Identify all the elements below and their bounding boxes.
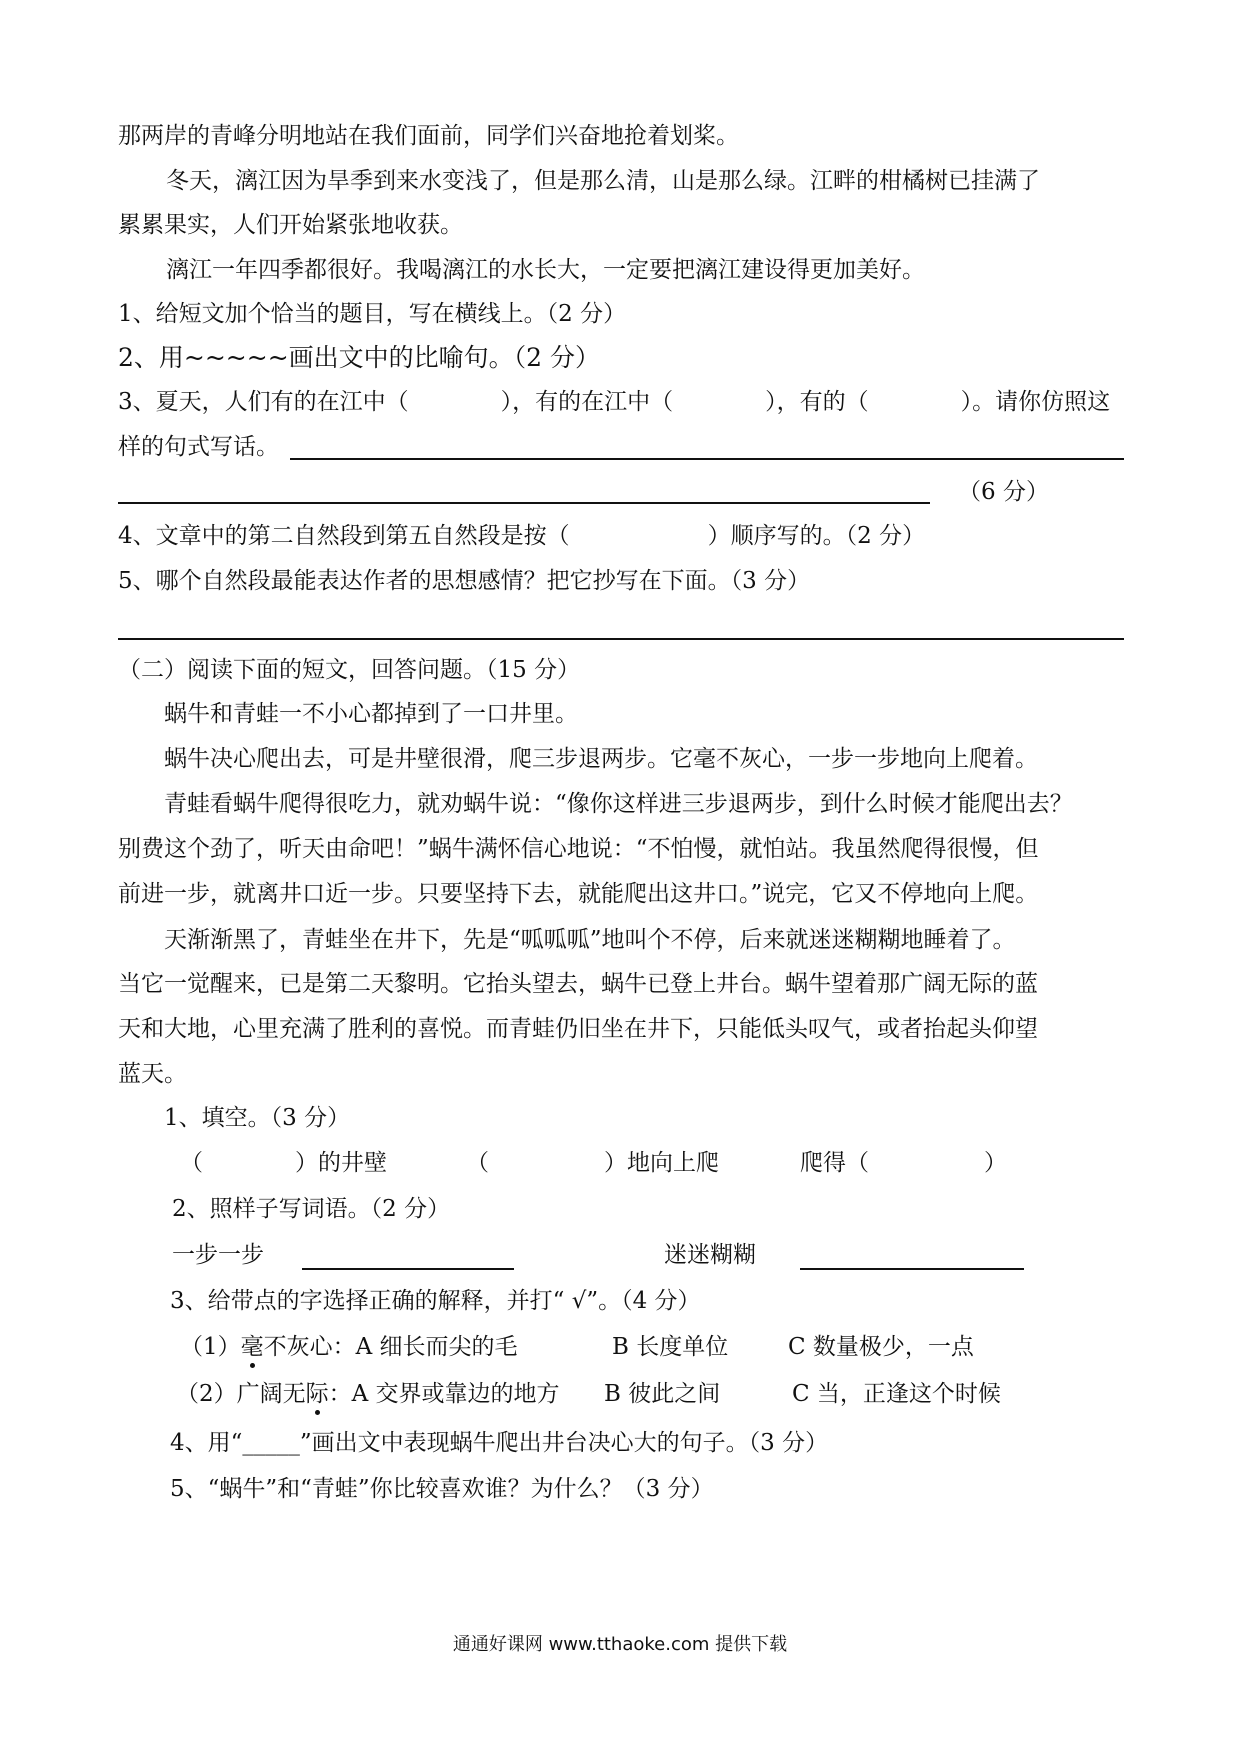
question-2-1: 1、填空。（3 分） xyxy=(164,1105,351,1131)
question-2: 2、用~~~~~画出文中的比喻句。（2 分） xyxy=(118,343,600,372)
question-1: 1、给短文加个恰当的题目，写在横线上。（2 分） xyxy=(118,301,627,327)
answer-line[interactable] xyxy=(800,1268,1024,1270)
fill-blank-a: （ ）的井壁 xyxy=(180,1150,387,1176)
choice-option-a[interactable]: ：A 交界或靠边的地方 xyxy=(328,1381,560,1407)
question-3-line-1: 3、夏天，人们有的在江中（ ），有的在江中（ ），有的（ ）。请你仿照这 xyxy=(118,389,1111,415)
answer-line[interactable] xyxy=(118,638,1124,640)
story-paragraph-4-line-4: 蓝天。 xyxy=(118,1061,187,1087)
choice-row-1 xyxy=(180,1332,518,1362)
word-example-b: 迷迷糊糊 xyxy=(664,1242,756,1268)
dotted-character: 毫 xyxy=(240,1334,264,1360)
story-paragraph-2: 蜗牛决心爬出去，可是井壁很滑，爬三步退两步。它毫不灰心，一步一步地向上爬着。 xyxy=(164,746,1038,772)
story-paragraph-3-line-1: 青蛙看蜗牛爬得很吃力，就劝蜗牛说：“像你这样进三步退两步，到什么时候才能爬出去？ xyxy=(164,791,1073,817)
question-2-2: 2、照样子写词语。（2 分） xyxy=(172,1196,451,1222)
passage-paragraph-end: 那两岸的青峰分明地站在我们面前，同学们兴奋地抢着划桨。 xyxy=(118,123,739,149)
section-2-heading: （二）阅读下面的短文，回答问题。（15 分） xyxy=(118,657,581,683)
choice-label: （2）广阔无 xyxy=(176,1381,306,1407)
answer-line[interactable] xyxy=(118,502,930,504)
choice-label: （1） xyxy=(180,1334,241,1360)
question-3-line-2: 样的句式写话。 xyxy=(118,434,279,460)
question-3-score: （6 分） xyxy=(958,479,1049,505)
choice-option-c[interactable]: C 数量极少，一点 xyxy=(788,1334,974,1360)
page-footer: 通通好课网 www.tthaoke.com 提供下载 xyxy=(452,1634,788,1655)
word-example-a: 一步一步 xyxy=(172,1242,264,1268)
question-2-4: 4、用“_____”画出文中表现蜗牛爬出井台决心大的句子。（3 分） xyxy=(170,1430,829,1456)
choice-option-a[interactable]: 不灰心：A 细长而尖的毛 xyxy=(263,1334,518,1360)
question-2-3: 3、给带点的字选择正确的解释，并打“ √”。（4 分） xyxy=(170,1288,701,1314)
passage-winter-line-2: 累累果实，人们开始紧张地收获。 xyxy=(118,212,463,238)
story-paragraph-3-line-2: 别费这个劲了，听天由命吧！”蜗牛满怀信心地说：“不怕慢，就怕站。我虽然爬得很慢，但 xyxy=(118,836,1039,862)
story-paragraph-4-line-2: 当它一觉醒来，已是第二天黎明。它抬头望去，蜗牛已登上井台。蜗牛望着那广阔无际的蓝 xyxy=(118,971,1038,997)
question-4: 4、文章中的第二自然段到第五自然段是按（ ）顺序写的。（2 分） xyxy=(118,523,926,549)
fill-blank-b: （ ）地向上爬 xyxy=(466,1150,719,1176)
answer-line[interactable] xyxy=(290,458,1124,460)
dotted-character: 际 xyxy=(305,1381,329,1407)
story-paragraph-1: 蜗牛和青蛙一不小心都掉到了一口井里。 xyxy=(164,701,578,727)
choice-row-2 xyxy=(176,1379,560,1409)
story-paragraph-4-line-1: 天渐渐黑了，青蛙坐在井下，先是“呱呱呱”地叫个不停，后来就迷迷糊糊地睡着了。 xyxy=(164,927,1016,953)
story-paragraph-4-line-3: 天和大地，心里充满了胜利的喜悦。而青蛙仍旧坐在井下，只能低头叹气，或者抬起头仰望 xyxy=(118,1016,1038,1042)
choice-option-b[interactable]: B 长度单位 xyxy=(612,1334,729,1360)
question-2-5: 5、“蜗牛”和“青蛙”你比较喜欢谁？为什么？（3 分） xyxy=(170,1476,714,1502)
choice-option-b[interactable]: B 彼此之间 xyxy=(604,1381,721,1407)
story-paragraph-3-line-3: 前进一步，就离井口近一步。只要坚持下去，就能爬出这井口。”说完，它又不停地向上爬。 xyxy=(118,881,1039,907)
fill-blank-c: 爬得（ ） xyxy=(800,1150,1007,1176)
choice-option-c[interactable]: C 当，正逢这个时候 xyxy=(792,1381,1001,1407)
passage-closing: 漓江一年四季都很好。我喝漓江的水长大，一定要把漓江建设得更加美好。 xyxy=(166,257,925,283)
passage-winter-line-1: 冬天，漓江因为旱季到来水变浅了，但是那么清，山是那么绿。江畔的柑橘树已挂满了 xyxy=(166,168,1040,194)
answer-line[interactable] xyxy=(302,1268,514,1270)
question-5: 5、哪个自然段最能表达作者的思想感情？把它抄写在下面。（3 分） xyxy=(118,568,811,594)
